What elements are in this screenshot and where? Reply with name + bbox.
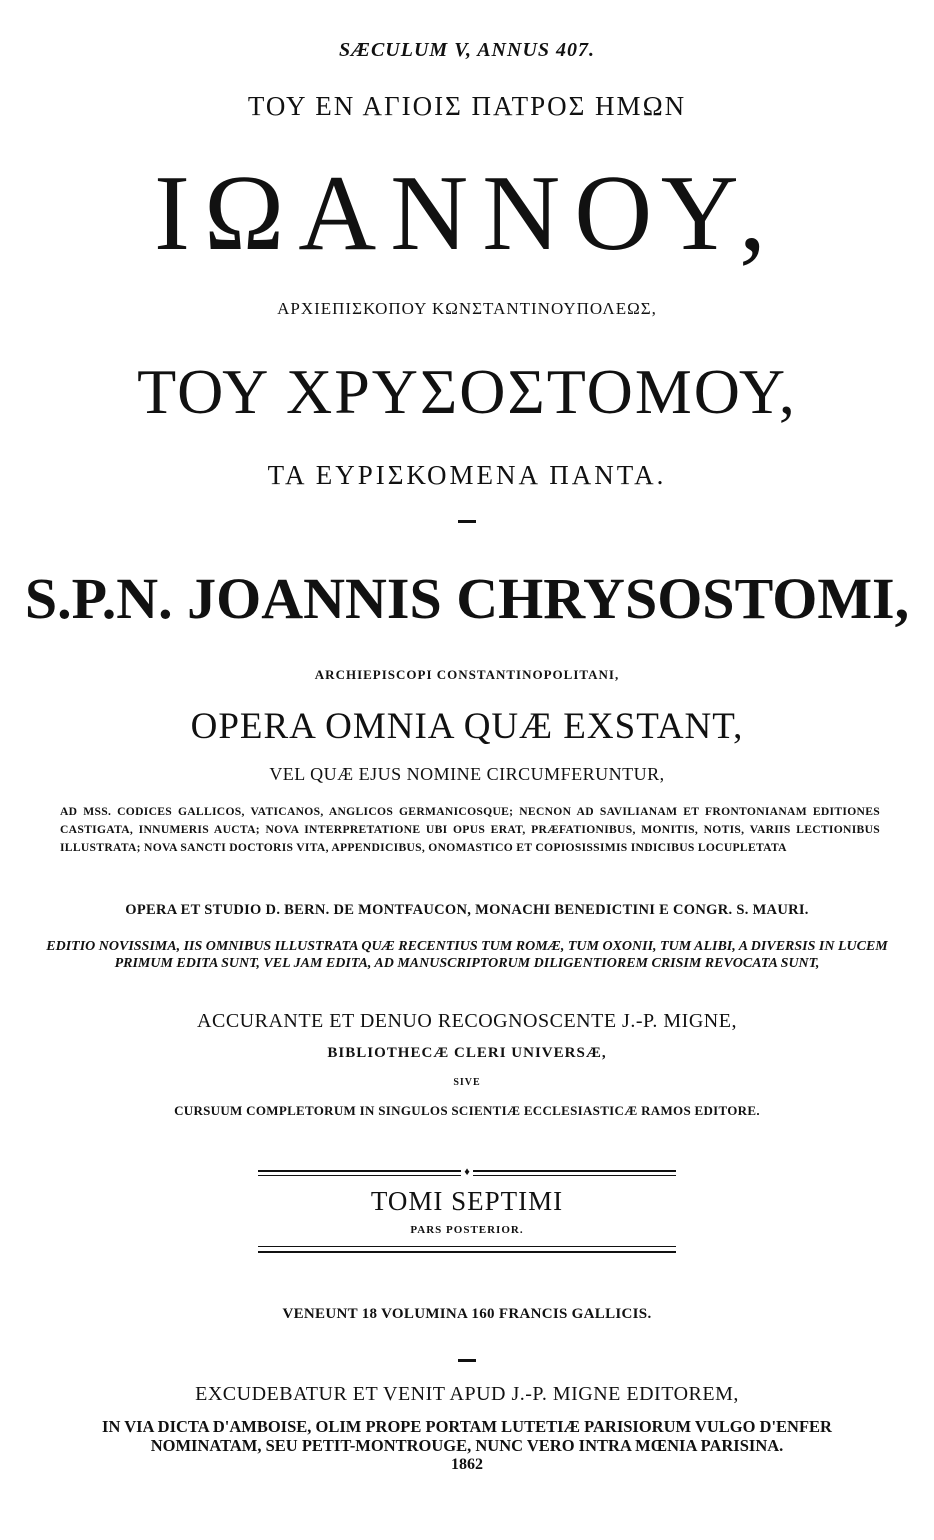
vel-quae-subheading: VEL QUÆ EJUS NOMINE CIRCUMFERUNTUR, <box>269 764 665 784</box>
bibliotheca-line: BIBLIOTHECÆ CLERI UNIVERSÆ, <box>327 1045 607 1061</box>
volume-number: TOMI SEPTIMI <box>370 1186 564 1216</box>
greek-author-title: ΑΡΧΙΕΠΙΣΚΟΠΟΥ ΚΩΝΣΤΑΝΤΙΝΟΥΠΟΛΕΩΣ, <box>277 299 657 318</box>
accurante-line: ACCURANTE ET DENUO RECOGNOSCENTE J.-P. MIGNE, <box>197 1010 737 1032</box>
printer-line: EXCUDEBATUR ET VENIT APUD J.-P. MIGNE EDITOREM, <box>195 1383 739 1405</box>
publication-year: 1862 <box>451 1456 483 1473</box>
sive-line: SIVE <box>453 1077 481 1088</box>
section-dash <box>458 520 476 523</box>
printer-address-line-2: NOMINATAM, SEU PETIT-MONTROUGE, NUNC VERO INTRA MŒNIA PARISINA. <box>150 1436 784 1455</box>
volume-part: PARS POSTERIOR. <box>410 1224 524 1236</box>
latin-author-title: S.P.N. JOANNIS CHRYSOSTOMI, <box>24 566 910 631</box>
section-dash <box>458 1359 476 1362</box>
greek-invocation: ΤΟΥ ΕΝ ΑΓΙΟΙΣ ΠΑΤΡΟΣ ΗΜΩΝ <box>247 91 687 121</box>
volume-box-bottom-rule-thin <box>258 1246 676 1247</box>
volume-box-bottom-rule <box>258 1251 676 1253</box>
greek-author-name: ΙΩΑΝΝΟΥ, <box>153 154 780 273</box>
editor-credit-line: OPERA ET STUDIO D. BERN. DE MONTFAUCON, MONACHI BENEDICTINI E CONGR. S. MAURI. <box>125 902 809 918</box>
printer-address-line-1: IN VIA DICTA D'AMBOISE, OLIM PROPE PORTAM LUTETIÆ PARISIORUM VULGO D'ENFER <box>102 1417 832 1436</box>
cursuum-line: CURSUUM COMPLETORUM IN SINGULOS SCIENTIÆ ECCLESIASTICÆ RAMOS EDITORE. <box>174 1103 760 1118</box>
century-year-heading: SÆCULUM V, ANNUS 407. <box>338 39 596 61</box>
opera-omnia-heading: OPERA OMNIA QUÆ EXSTANT, <box>190 706 744 747</box>
edition-note-paragraph: EDITIO NOVISSIMA, IIS OMNIBUS ILLUSTRATA QUÆ RECENTIUS TUM ROMÆ, TUM OXONII, TUM ALIBI, A DIVERSIS IN LUCEM PRIMUM EDITA SUNT, VEL JAM EDITA, AD MANUSCRIPTORUM DILIGENTIOREM CRISIM REVOCATA SUNT, <box>46 939 888 971</box>
edition-description-paragraph: AD MSS. CODICES GALLICOS, VATICANOS, ANGLICOS GERMANICOSQUE; NECNON AD SAVILIANAM ET FRONTONIANAM EDITIONES CASTIGATA, INNUMERIS AUCTA; NOVA INTERPRETATIONE UBI OPUS ERAT, PRÆFATIONIBUS, MONITIS, NOTIS, VARIIS LECTIONIBUS ILLUSTRATA; NOVA SANCTI DOCTORIS VITA, APPENDICIBUS, ONOMASTICO ET COPIOSISSIMIS INDICIBUS LOCUPLETATA <box>60 805 880 854</box>
latin-author-office: ARCHIEPISCOPI CONSTANTINOPOLITANI, <box>314 667 620 682</box>
price-line: VENEUNT 18 VOLUMINA 160 FRANCIS GALLICIS. <box>282 1306 652 1322</box>
greek-epithet: ΤΟΥ ΧΡΥΣΟΣΤΟΜΟΥ, <box>137 356 797 427</box>
rule-ornament-icon: ♦ <box>461 1166 473 1178</box>
greek-works-line: ΤΑ ΕΥΡΙΣΚΟΜΕΝΑ ΠΑΝΤΑ. <box>267 460 667 490</box>
